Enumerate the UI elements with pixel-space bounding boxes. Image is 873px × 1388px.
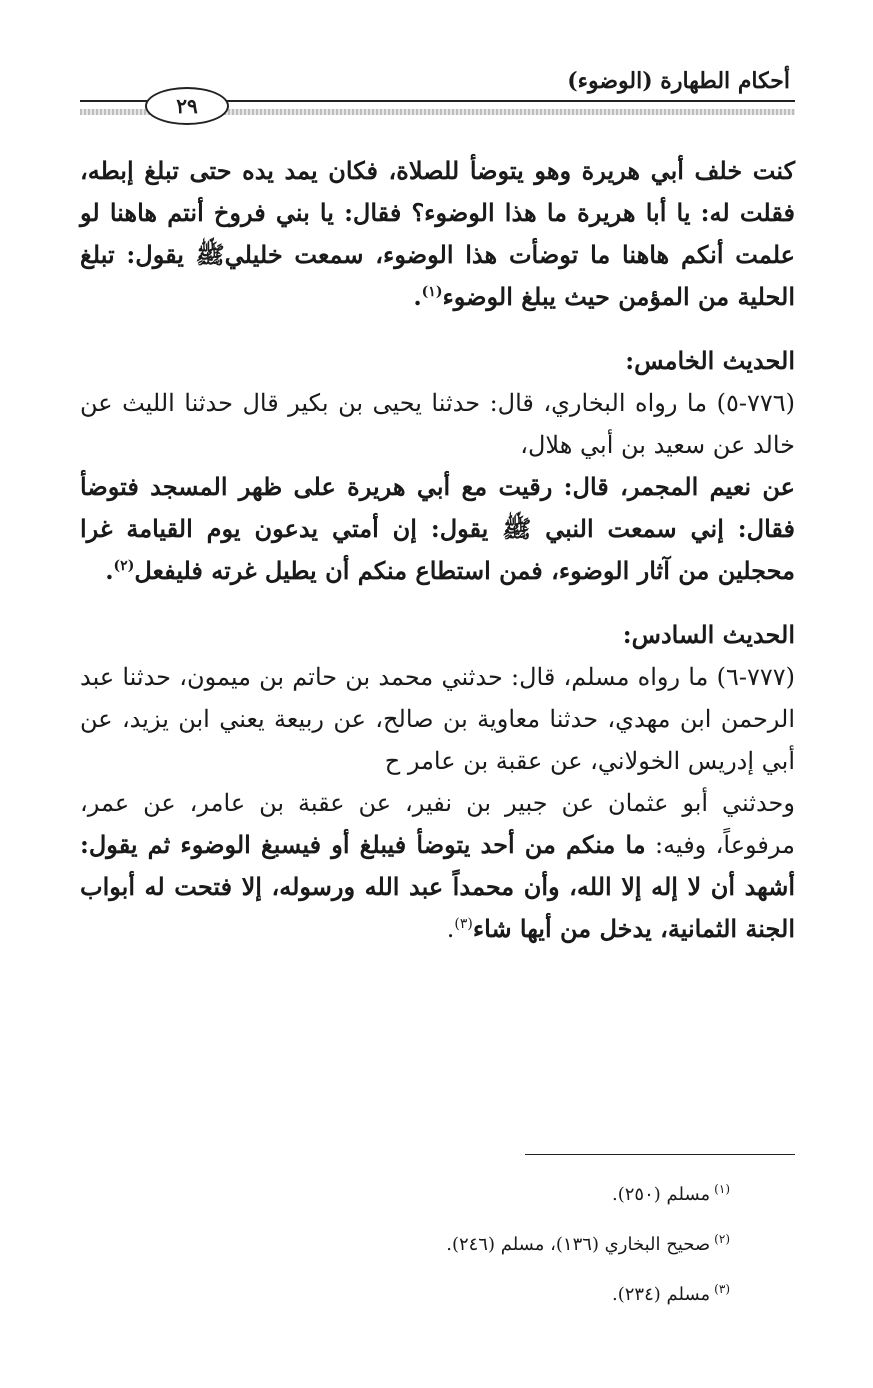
heading-sixth-hadith: الحديث السادس: [622,620,795,649]
footnote-3 [80,1270,730,1320]
footnote-ref-1[interactable]: (١) [421,284,443,300]
footnote-text: صحيح البخاري (١٣٦)، مسلم (٢٤٦). [446,1234,711,1255]
footnotes [80,1170,730,1320]
heading-fifth-hadith: الحديث الخامس: [625,346,795,375]
footnote-number: (٢) [714,1232,730,1246]
footnote-number: (١) [714,1182,730,1196]
paragraph-text: كنت خلف أبي هريرة وهو يتوضأ للصلاة، فكان يمد يده حتى تبلغ إبطه، فقلت له: يا أبا هريرة ما هذا الوضوء؟ فقال: يا بني فروخ أنتم هاهنا لو علمت أنكم هاهنا ما توضأت هذا الوضوء، سمعت خليليﷺ يقول: تبلغ الحلية من المؤمن حيث يبلغ الوضوء [80,156,795,311]
paragraph-end: . [413,282,422,311]
footnote-1 [80,1170,730,1220]
footnote-text: مسلم (٢٣٤). [612,1284,711,1305]
footnote-number: (٣) [714,1282,730,1296]
paragraph-hadith-continuation [80,150,795,318]
running-header [80,60,795,130]
matn-sixth [80,782,795,950]
main-text [80,150,795,950]
footnote-text: مسلم (٢٥٠). [612,1184,711,1205]
footnote-2 [80,1220,730,1270]
paragraph-end: . [446,915,455,943]
book-title: أحكام الطهارة (الوضوء) [567,68,790,94]
isnad-sixth: (٧٧٧-٦) ما رواه مسلم، قال: حدثني محمد بن حاتم بن ميمون، حدثنا عبد الرحمن ابن مهدي، حدثنا معاوية بن صالح، عن ربيعة يعني ابن يزيد، عن أبي إدريس الخولاني، عن عقبة بن عامر ح [80,663,795,775]
paragraph-text-plain: وحدثني أبو عثمان عن جبير بن نفير، عن عقبة بن عامر، عن عمر، مرفوعاً، وفيه: [80,789,795,859]
footnote-ref-2[interactable]: (٢) [113,558,135,574]
paragraph-end: . [105,556,114,585]
isnad-fifth: (٧٧٦-٥) ما رواه البخاري، قال: حدثنا يحيى بن بكير قال حدثنا الليث عن خالد عن سعيد بن أبي هلال، [80,389,795,459]
paragraph-text-bold: ما منكم من أحد يتوضأ فيبلغ أو فيسبغ الوضوء ثم يقول: أشهد أن لا إله إلا الله، وأن محمداً عبد الله ورسوله، إلا فتحت له أبواب الجنة الثمانية، يدخل من أيها شاء [80,830,796,943]
footnote-separator [525,1154,795,1155]
matn-fifth [80,466,795,592]
footnote-ref-3[interactable]: (٣) [454,916,473,932]
paragraph-text: عن نعيم المجمر، قال: رقيت مع أبي هريرة على ظهر المسجد فتوضأ فقال: إني سمعت النبي ﷺ يقول: إن أمتي يدعون يوم القيامة غرا محجلين من آثار الوضوء، فمن استطاع منكم أن يطيل غرته فليفعل [80,472,795,585]
page-number: ٢٩ [145,87,229,125]
